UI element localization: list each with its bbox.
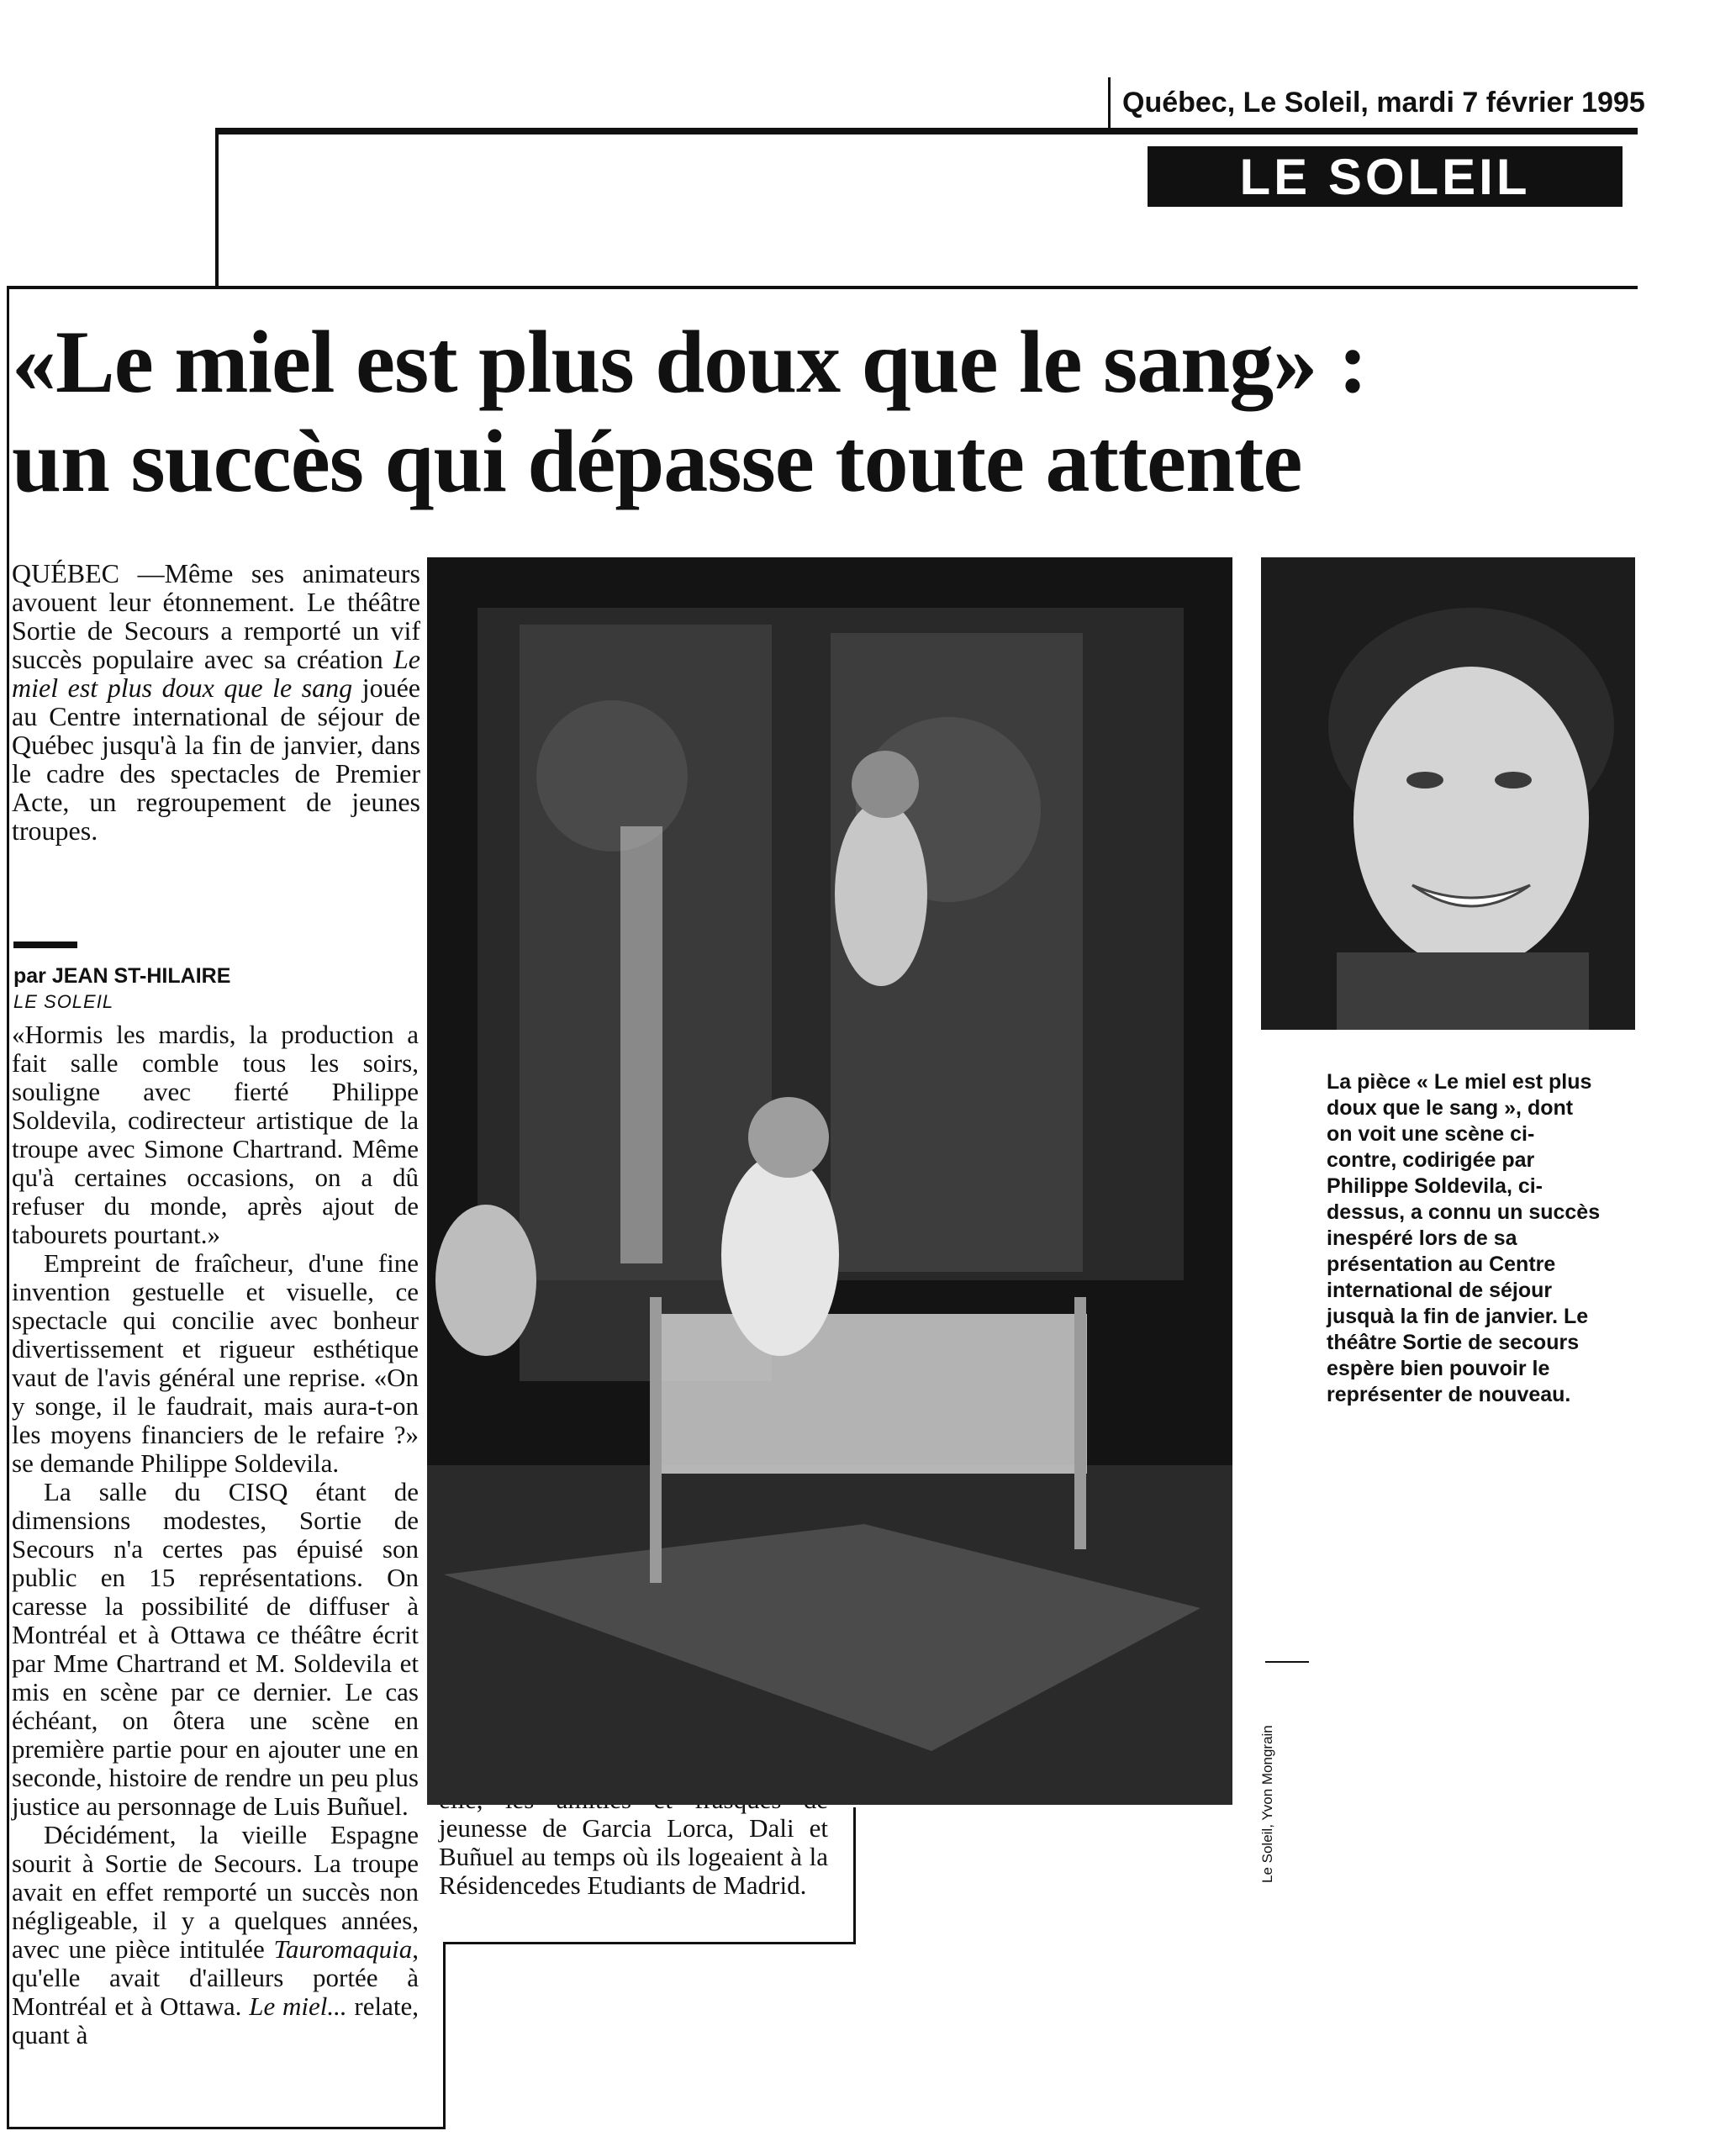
body-p4-text-3: relate, quant à [12, 1991, 419, 2049]
lead-play-title: Le miel est plus doux que le sang [12, 644, 420, 703]
lead-paragraph [12, 559, 420, 845]
newspaper-logo: LE SOLEIL [1148, 146, 1623, 207]
clipping-border-step-vertical [443, 1942, 446, 2128]
body-paragraph-4 [12, 1821, 419, 2049]
photo-credit: Le Soleil, Yvon Mongrain [1259, 1725, 1275, 1883]
masthead-rule [215, 128, 1638, 134]
stage-scene-photo [427, 557, 1232, 1805]
lead-text-start: QUÉBEC —Même ses animateurs avouent leur étonnement. Le théâtre Sortie de Secours a remporté un vif succès populaire avec sa création [12, 558, 420, 674]
clipping-border-bottom [7, 2127, 446, 2129]
continuation-paragraph: jeunesse de Garcia Lorca, Dali et Buñuel au temps où ils logeaient à la Résidencedes Etudiants de Madrid. [439, 1813, 828, 1900]
body-paragraph-3: La salle du CISQ étant de dimensions modestes, Sortie de Secours n'a certes pas épuisé son public en 15 représentations. On caresse la possibilité de diffuser à Montréal et à Ottawa ce théâtre écrit par Mme Chartrand et M. Soldevila et mis en scène par ce dernier. Le cas échéant, on ôtera une scène en première partie pour en ajouter une en seconde, histoire de rendre un peu plus justice au personnage de Luis Buñuel. [12, 1477, 419, 1821]
byline-rule [13, 942, 77, 948]
headline-line-2: un succès qui dépasse toute attente [12, 412, 1302, 510]
body-p4-text-1: Décidément, la vieille Espagne sourit à Sortie de Secours. La troupe avait en effet remporté un succès non négligeable, il y a quelques années, avec une pièce intitulée [12, 1820, 419, 1964]
clipping-border-step-horizontal [443, 1942, 855, 1944]
portrait-photo-soldevila [1261, 557, 1635, 1030]
body-p4-text-2: , qu'elle avait d'ailleurs portée à Montréal et à Ottawa. [12, 1934, 419, 2021]
headline [12, 313, 1643, 511]
photo-credit-rule [1265, 1661, 1309, 1663]
dateline: Québec, Le Soleil, mardi 7 février 1995 [1108, 77, 1636, 128]
clipping-border-left [7, 286, 9, 2128]
body-p4-title-tauromaquia: Tauromaquia [273, 1934, 413, 1964]
body-paragraph-1: «Hormis les mardis, la production a fait salle comble tous les soirs, souligne avec fierté Philippe Soldevila, codirecteur artistique de la troupe avec Simone Chartrand. Même qu'à certaines occasions, on a dû refuser du monde, après ajout de tabourets pourtant.» [12, 1020, 419, 1249]
headline-line-1: «Le miel est plus doux que le sang» : [12, 313, 1368, 411]
byline-source: LE SOLEIL [13, 991, 114, 1012]
portrait-illustration [1261, 557, 1635, 1030]
photo-caption: La pièce « Le miel est plus doux que le sang », dont on voit une scène ci-contre, codirigée par Philippe Soldevila, ci-dessus, a connu un succès inespéré lors de sa présentation au Centre international de séjour jusquà la fin de janvier. Le théâtre Sortie de secours espère bien pouvoir le représenter de nouveau. [1327, 1070, 1601, 1406]
masthead-box-border [215, 128, 219, 289]
stage-scene-illustration [427, 557, 1232, 1805]
clipping-top-rule [7, 286, 1638, 289]
article-body [12, 1021, 419, 2049]
body-p4-title-le-miel: Le miel... [249, 1991, 347, 2021]
body-paragraph-2: Empreint de fraîcheur, d'une fine invention gestuelle et visuelle, ce spectacle qui concilie avec bonheur divertissement et rigueur esthétique vaut de l'avis général une reprise. «On y songe, il le faudrait, mais aura-t-on les moyens financiers de le refaire ?» se demande Philippe Soldevila. [12, 1248, 419, 1478]
lead-text-end: jouée au Centre international de séjour de Québec jusqu'à la fin de janvier, dans le cadre des spectacles de Premier Acte, un regroupement de jeunes troupes. [12, 672, 421, 846]
clipping-border-step-right [853, 1807, 856, 1944]
byline-author: par JEAN ST-HILAIRE [13, 964, 231, 988]
